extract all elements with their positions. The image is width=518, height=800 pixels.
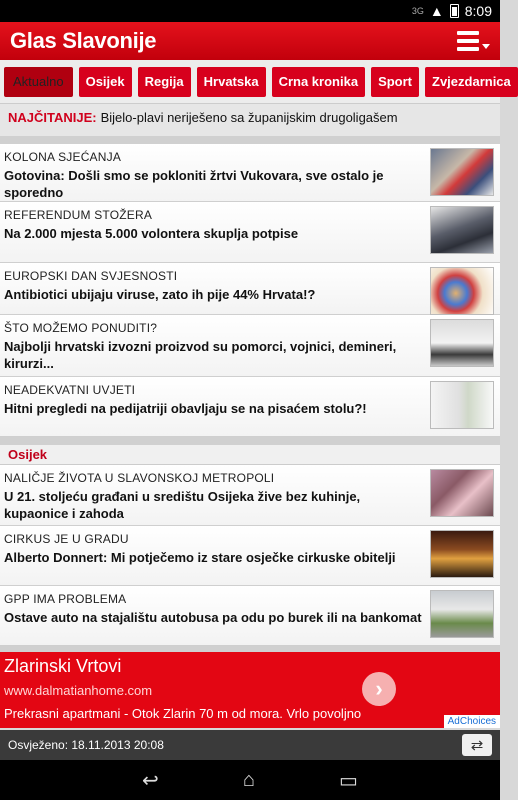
tab-osijek[interactable]: Osijek bbox=[79, 67, 132, 97]
tab-sport[interactable]: Sport bbox=[371, 67, 419, 97]
adchoices-link[interactable]: AdChoices bbox=[444, 715, 500, 728]
news-title: Antibiotici ubijaju viruse, zato ih pije 44% Hrvata!? bbox=[4, 287, 316, 302]
news-title: Ostave auto na stajalištu autobusa pa odu po burek ili na bankomat bbox=[4, 610, 422, 625]
news-title: Gotovina: Došli smo se pokloniti žrtvi Vukovara, sve ostalo je sporedno bbox=[4, 168, 384, 200]
top-news-list bbox=[0, 144, 500, 437]
tab-zvjezdarnica[interactable]: Zvjezdarnica bbox=[425, 67, 518, 97]
menu-icon bbox=[457, 31, 479, 51]
clock: 8:09 bbox=[464, 3, 492, 19]
tab-crna-kronika[interactable]: Crna kronika bbox=[272, 67, 365, 97]
news-title: U 21. stoljeću građani u središtu Osijeka žive bez kuhinje, kupaonice i zahoda bbox=[4, 489, 361, 521]
ticker-text: Bijelo-plavi neriješeno sa županijskim drugoligašem bbox=[100, 109, 398, 125]
news-kicker: NEADEKVATNI UVJETI bbox=[4, 383, 136, 397]
tab-regija[interactable]: Regija bbox=[138, 67, 191, 97]
news-thumbnail bbox=[430, 206, 494, 254]
chevron-right-icon[interactable]: › bbox=[362, 672, 396, 706]
app-logo[interactable]: Glas Slavonije bbox=[10, 28, 157, 53]
news-kicker: ŠTO MOŽEMO PONUDITI? bbox=[4, 321, 158, 335]
ad-title: Zlarinski Vrtovi bbox=[4, 656, 122, 676]
news-item[interactable] bbox=[0, 144, 500, 202]
ad-description: Prekrasni apartmani - Otok Zlarin 70 m od mora. Vrlo povoljno bbox=[4, 706, 362, 721]
news-kicker: CIRKUS JE U GRADU bbox=[4, 532, 129, 546]
section-title-osijek[interactable]: Osijek bbox=[0, 445, 500, 465]
tab-hrvatska[interactable]: Hrvatska bbox=[197, 67, 266, 97]
tab-aktualno[interactable]: Aktualno bbox=[4, 67, 73, 97]
news-item[interactable] bbox=[0, 202, 500, 263]
news-thumbnail bbox=[430, 469, 494, 517]
network-type: 3G bbox=[411, 6, 424, 16]
status-bar bbox=[0, 0, 500, 22]
news-kicker: KOLONA SJEĆANJA bbox=[4, 150, 122, 164]
refresh-button[interactable] bbox=[462, 734, 492, 756]
news-item[interactable] bbox=[0, 263, 500, 315]
most-read-ticker[interactable] bbox=[0, 104, 500, 144]
footer-bar bbox=[0, 730, 500, 760]
ticker-label: NAJČITANIJE: bbox=[8, 109, 97, 125]
news-content[interactable] bbox=[0, 104, 500, 652]
refresh-icon: ⇄ bbox=[470, 737, 484, 754]
back-icon[interactable]: ↩ bbox=[142, 769, 159, 792]
news-title: Alberto Donnert: Mi potječemo iz stare osječke cirkuske obitelji bbox=[4, 550, 396, 565]
system-nav-bar bbox=[0, 760, 500, 800]
news-thumbnail bbox=[430, 319, 494, 367]
news-thumbnail bbox=[430, 148, 494, 196]
news-item[interactable] bbox=[0, 465, 500, 526]
menu-button[interactable] bbox=[457, 31, 490, 51]
recent-apps-icon[interactable]: ▭ bbox=[339, 769, 358, 792]
news-title: Hitni pregledi na pedijatriji obavljaju se na pisaćem stolu?! bbox=[4, 401, 367, 416]
battery-icon bbox=[450, 4, 459, 18]
ad-url: www.dalmatianhome.com bbox=[4, 683, 153, 698]
news-kicker: NALIČJE ŽIVOTA U SLAVONSKOJ METROPOLI bbox=[4, 471, 275, 485]
category-tabs bbox=[0, 60, 511, 104]
news-item[interactable] bbox=[0, 377, 500, 437]
news-thumbnail bbox=[430, 381, 494, 429]
news-kicker: REFERENDUM STOŽERA bbox=[4, 208, 153, 222]
news-kicker: EUROPSKI DAN SVJESNOSTI bbox=[4, 269, 178, 283]
news-thumbnail bbox=[430, 590, 494, 638]
news-title: Najbolji hrvatski izvozni proizvod su pomorci, vojnici, demineri, kirurzi... bbox=[4, 339, 397, 371]
advertisement-banner[interactable] bbox=[0, 652, 500, 728]
news-thumbnail bbox=[430, 267, 494, 315]
osijek-news-list bbox=[0, 465, 500, 646]
refresh-timestamp: Osvježeno: 18.11.2013 20:08 bbox=[8, 738, 164, 752]
news-kicker: GPP IMA PROBLEMA bbox=[4, 592, 127, 606]
signal-icon: ▲ bbox=[429, 3, 444, 19]
news-item[interactable] bbox=[0, 526, 500, 586]
news-item[interactable] bbox=[0, 315, 500, 377]
news-item[interactable] bbox=[0, 586, 500, 646]
section-divider bbox=[0, 437, 500, 445]
home-icon[interactable]: ⌂ bbox=[242, 768, 255, 791]
app-header bbox=[0, 22, 500, 60]
news-thumbnail bbox=[430, 530, 494, 578]
news-title: Na 2.000 mjesta 5.000 volontera skuplja potpise bbox=[4, 226, 299, 241]
caret-down-icon bbox=[482, 44, 490, 49]
